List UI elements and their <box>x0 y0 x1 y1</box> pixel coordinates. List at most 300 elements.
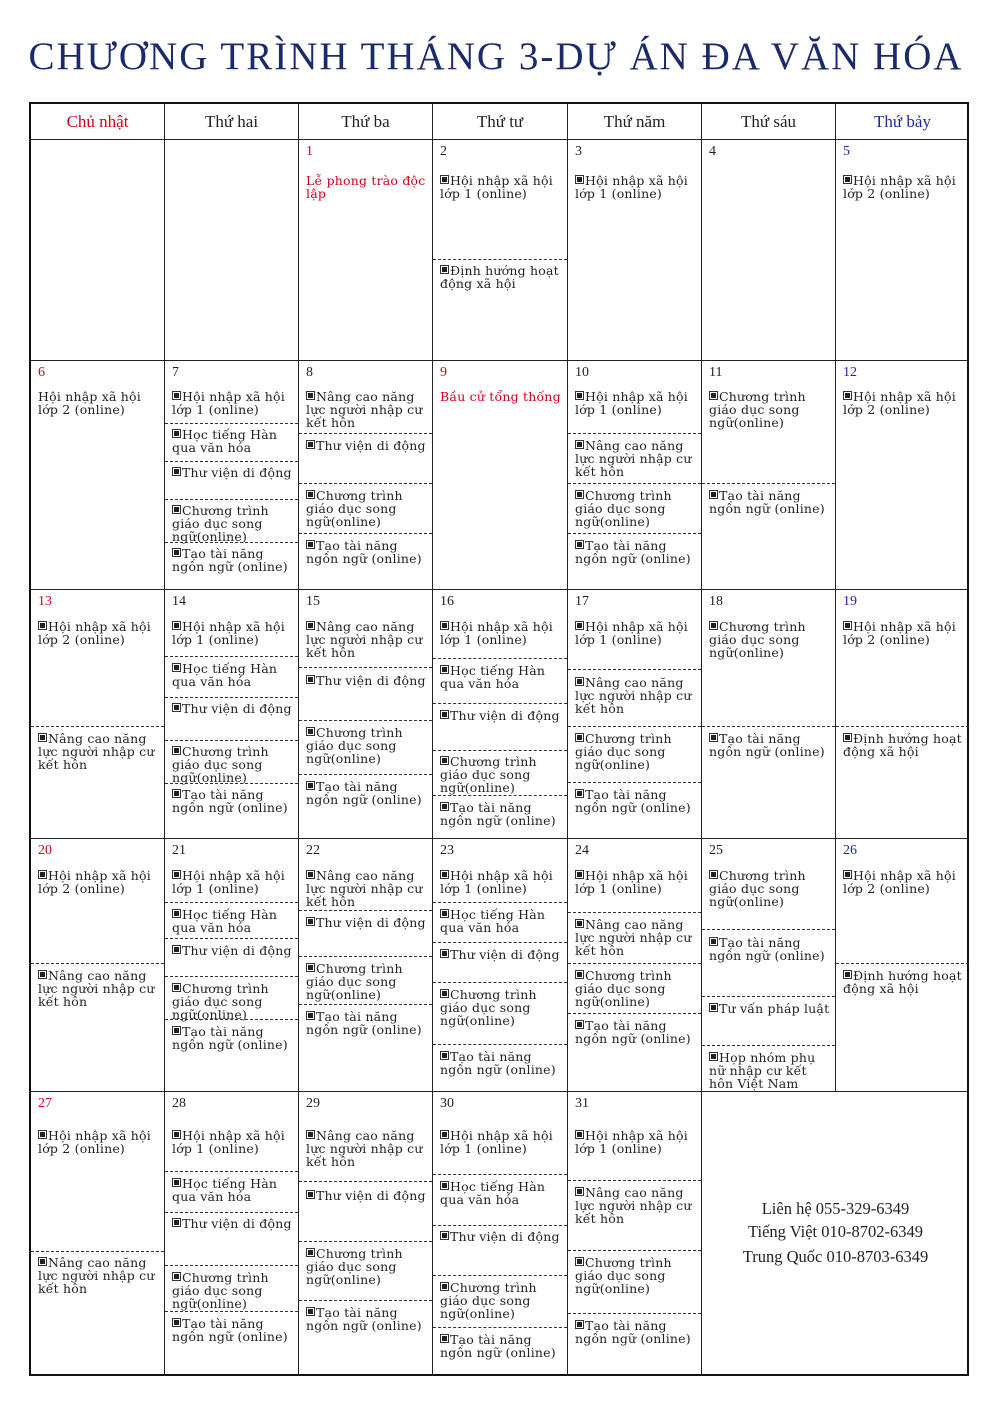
day-cell-27 <box>31 1092 165 1376</box>
day-cell-10 <box>568 361 702 590</box>
event-item <box>440 621 563 647</box>
checkbox-icon <box>306 391 315 400</box>
event-item <box>440 909 563 935</box>
event-item <box>440 1181 563 1207</box>
day-number: 21 <box>172 843 186 858</box>
event-label: Thư viện di động <box>450 708 560 723</box>
checkbox-icon <box>575 175 584 184</box>
event-label: Hội nhập xã hội lớp 1 (online) <box>440 619 553 647</box>
event-divider <box>299 533 432 534</box>
event-item <box>172 909 294 935</box>
checkbox-icon <box>709 391 718 400</box>
checkbox-icon <box>306 870 315 879</box>
event-item <box>575 970 697 1008</box>
day-number: 22 <box>306 843 320 858</box>
event-divider <box>568 1013 701 1014</box>
day-cell-15 <box>299 590 433 839</box>
day-cell-29 <box>299 1092 433 1376</box>
event-label: Chương trình giáo dục song ngữ(online) <box>709 619 806 660</box>
day-cell-12 <box>836 361 969 590</box>
event-divider <box>433 942 567 943</box>
event-divider <box>433 902 567 903</box>
checkbox-icon <box>172 945 181 954</box>
checkbox-icon <box>440 909 449 918</box>
event-item <box>306 175 428 201</box>
event-label: Học tiếng Hàn qua văn hóa <box>172 907 278 935</box>
event-item <box>440 265 563 291</box>
checkbox-icon <box>575 391 584 400</box>
event-item <box>440 1282 563 1320</box>
event-item <box>306 490 428 528</box>
event-label: Họp nhóm phụ nữ nhập cư kết hôn Việt Nam <box>709 1050 816 1091</box>
event-item <box>172 746 294 784</box>
event-item <box>172 703 294 716</box>
checkbox-icon <box>440 265 449 274</box>
event-item <box>306 440 428 453</box>
event-label: Học tiếng Hàn qua văn hóa <box>440 1179 546 1207</box>
checkbox-icon <box>440 1181 449 1190</box>
event-item <box>172 1218 294 1231</box>
event-label: Nâng cao năng lực người nhập cư kết hôn <box>306 1128 423 1169</box>
event-divider <box>433 658 567 659</box>
checkbox-icon <box>440 175 449 184</box>
checkbox-icon <box>440 1130 449 1139</box>
event-item <box>172 789 294 815</box>
checkbox-icon <box>440 1231 449 1240</box>
checkbox-icon <box>709 1003 718 1012</box>
day-cell-2 <box>433 140 568 361</box>
checkbox-icon <box>38 733 47 742</box>
event-divider <box>568 1180 701 1181</box>
event-item <box>172 1272 294 1310</box>
event-item <box>172 621 294 647</box>
checkbox-icon <box>440 756 449 765</box>
event-label: Hội nhập xã hội lớp 2 (online) <box>38 1128 151 1156</box>
day-cell-23 <box>433 839 568 1092</box>
event-label: Tạo tài năng ngôn ngữ (online) <box>172 1024 288 1052</box>
event-label: Thư viện di động <box>182 1216 292 1231</box>
checkbox-icon <box>306 1130 315 1139</box>
event-label: Tạo tài năng ngôn ngữ (online) <box>440 800 556 828</box>
checkbox-icon <box>575 1320 584 1329</box>
checkbox-icon <box>172 870 181 879</box>
event-item <box>306 781 428 807</box>
event-divider <box>702 1045 835 1046</box>
day-number: 24 <box>575 843 589 858</box>
event-divider <box>165 1265 298 1266</box>
event-item <box>306 675 428 688</box>
event-label: Nâng cao năng lực người nhập cư kết hôn <box>38 968 155 1009</box>
event-item <box>575 1320 697 1346</box>
checkbox-icon <box>306 781 315 790</box>
checkbox-icon <box>38 1130 47 1139</box>
checkbox-icon <box>306 1190 315 1199</box>
event-item <box>575 1187 697 1225</box>
checkbox-icon <box>440 621 449 630</box>
weekday-header-thu-sau: Thứ sáu <box>702 104 836 140</box>
checkbox-icon <box>172 909 181 918</box>
event-label: Tạo tài năng ngôn ngữ (online) <box>575 1318 691 1346</box>
checkbox-icon <box>575 677 584 686</box>
day-number: 9 <box>440 365 447 380</box>
event-divider <box>433 1174 567 1175</box>
event-divider <box>299 774 432 775</box>
event-divider <box>836 726 969 727</box>
event-label: Hội nhập xã hội lớp 2 (online) <box>38 619 151 647</box>
event-divider <box>836 963 969 964</box>
event-divider <box>299 910 432 911</box>
event-item <box>172 1318 294 1344</box>
checkbox-icon <box>306 540 315 549</box>
event-label: Chương trình giáo dục song ngữ(online) <box>575 1255 672 1296</box>
event-label: Chương trình giáo dục song ngữ(online) <box>440 1280 537 1321</box>
checkbox-icon <box>575 1130 584 1139</box>
event-item <box>38 1130 160 1156</box>
event-label: Học tiếng Hàn qua văn hóa <box>440 663 546 691</box>
event-label: Nâng cao năng lực người nhập cư kết hôn <box>575 1185 692 1226</box>
checkbox-icon <box>575 919 584 928</box>
checkbox-icon <box>440 1051 449 1060</box>
event-label: Chương trình giáo dục song ngữ(online) <box>709 389 806 430</box>
event-item <box>306 1130 428 1168</box>
day-cell-22 <box>299 839 433 1092</box>
event-item <box>306 391 428 429</box>
checkbox-icon <box>440 1282 449 1291</box>
event-item <box>709 937 831 963</box>
event-item <box>575 1020 697 1046</box>
event-item <box>440 710 563 723</box>
event-label: Nâng cao năng lực người nhập cư kết hôn <box>306 389 423 430</box>
checkbox-icon <box>172 429 181 438</box>
event-label: Tạo tài năng ngôn ngữ (online) <box>306 779 422 807</box>
day-number: 15 <box>306 594 320 609</box>
weekday-header-thu-nam: Thứ năm <box>568 104 702 140</box>
event-label: Định hướng hoạt động xã hội <box>843 731 962 759</box>
checkbox-icon <box>38 970 47 979</box>
event-divider <box>568 433 701 434</box>
day-cell-25 <box>702 839 836 1092</box>
event-label: Hội nhập xã hội lớp 2 (online) <box>843 868 956 896</box>
checkbox-icon <box>440 802 449 811</box>
event-divider <box>165 1212 298 1213</box>
checkbox-icon <box>306 1011 315 1020</box>
event-label: Tạo tài năng ngôn ngữ (online) <box>172 1316 288 1344</box>
event-divider <box>165 1171 298 1172</box>
event-label: Nâng cao năng lực người nhập cư kết hôn <box>38 731 155 772</box>
event-label: Tạo tài năng ngôn ngữ (online) <box>575 538 691 566</box>
event-item <box>172 429 294 455</box>
event-divider <box>165 499 298 500</box>
event-divider <box>165 461 298 462</box>
contact-line: Liên hệ 055-329-6349 <box>761 1199 910 1218</box>
event-label: Tạo tài năng ngôn ngữ (online) <box>306 1305 422 1333</box>
event-label: Hội nhập xã hội lớp 1 (online) <box>172 1128 285 1156</box>
checkbox-icon <box>709 490 718 499</box>
event-item <box>38 970 160 1008</box>
event-label: Tư vấn pháp luật <box>719 1001 830 1016</box>
day-number: 17 <box>575 594 589 609</box>
checkbox-icon <box>172 621 181 630</box>
checkbox-icon <box>440 665 449 674</box>
checkbox-icon <box>306 1307 315 1316</box>
event-item <box>306 870 428 908</box>
event-divider <box>299 433 432 434</box>
event-divider <box>165 740 298 741</box>
checkbox-icon <box>440 949 449 958</box>
event-item <box>306 1248 428 1286</box>
day-number: 23 <box>440 843 454 858</box>
day-cell-5 <box>836 140 969 361</box>
day-cell-3 <box>568 140 702 361</box>
event-label: Định hướng hoạt động xã hội <box>843 968 962 996</box>
day-number: 4 <box>709 144 716 159</box>
day-cell-30 <box>433 1092 568 1376</box>
day-number: 13 <box>38 594 52 609</box>
event-item <box>575 175 697 201</box>
checkbox-icon <box>172 1130 181 1139</box>
event-divider <box>568 483 701 484</box>
event-item <box>440 1231 563 1244</box>
event-divider <box>299 956 432 957</box>
event-item <box>575 391 697 417</box>
event-label: Học tiếng Hàn qua văn hóa <box>172 1176 278 1204</box>
event-divider <box>433 1327 567 1328</box>
event-divider <box>433 982 567 983</box>
event-divider <box>433 1225 567 1226</box>
checkbox-icon <box>306 621 315 630</box>
checkbox-icon <box>575 621 584 630</box>
day-cell-18 <box>702 590 836 839</box>
event-label: Hội nhập xã hội lớp 1 (online) <box>440 1128 553 1156</box>
event-label: Hội nhập xã hội lớp 1 (online) <box>172 389 285 417</box>
checkbox-icon <box>38 621 47 630</box>
event-label: Hội nhập xã hội lớp 1 (online) <box>575 868 688 896</box>
event-item <box>172 1178 294 1204</box>
event-divider <box>702 726 835 727</box>
event-item <box>440 870 563 896</box>
event-label: Nâng cao năng lực người nhập cư kết hôn <box>575 675 692 716</box>
event-item <box>843 870 965 896</box>
event-item <box>575 870 697 896</box>
checkbox-icon <box>843 870 852 879</box>
event-divider <box>568 533 701 534</box>
day-cell-6 <box>31 361 165 590</box>
day-cell-21 <box>165 839 299 1092</box>
event-label: Nâng cao năng lực người nhập cư kết hôn <box>306 619 423 660</box>
event-label: Chương trình giáo dục song ngữ(online) <box>440 987 537 1028</box>
day-cell-8 <box>299 361 433 590</box>
checkbox-icon <box>172 1272 181 1281</box>
event-item <box>575 540 697 566</box>
event-item <box>575 677 697 715</box>
event-divider <box>433 703 567 704</box>
event-item <box>440 802 563 828</box>
event-label: Học tiếng Hàn qua văn hóa <box>172 427 278 455</box>
checkbox-icon <box>172 746 181 755</box>
event-divider <box>31 1251 164 1252</box>
event-item <box>843 175 965 201</box>
checkbox-icon <box>709 937 718 946</box>
event-item <box>38 621 160 647</box>
event-divider <box>568 669 701 670</box>
event-label: Tạo tài năng ngôn ngữ (online) <box>172 787 288 815</box>
checkbox-icon <box>440 710 449 719</box>
event-item <box>440 1130 563 1156</box>
day-cell-7 <box>165 361 299 590</box>
event-item <box>440 391 563 404</box>
day-cell-31 <box>568 1092 702 1376</box>
event-label: Hội nhập xã hội lớp 1 (online) <box>575 619 688 647</box>
checkbox-icon <box>306 675 315 684</box>
event-item <box>575 733 697 771</box>
event-item <box>306 963 428 1001</box>
event-label: Chương trình giáo dục song ngữ(online) <box>440 754 537 795</box>
event-item <box>38 733 160 771</box>
event-item <box>172 945 294 958</box>
event-item <box>172 548 294 574</box>
event-label: Nâng cao năng lực người nhập cư kết hôn <box>575 438 692 479</box>
day-number: 14 <box>172 594 186 609</box>
event-divider <box>31 963 164 964</box>
day-cell-empty <box>31 140 165 361</box>
event-label: Tạo tài năng ngôn ngữ (online) <box>440 1049 556 1077</box>
day-number: 18 <box>709 594 723 609</box>
event-label: Tạo tài năng ngôn ngữ (online) <box>709 935 825 963</box>
checkbox-icon <box>306 490 315 499</box>
event-label: Thư viện di động <box>316 438 426 453</box>
event-label: Hội nhập xã hội lớp 2 (online) <box>843 389 956 417</box>
event-label: Thư viện di động <box>316 673 426 688</box>
event-label: Học tiếng Hàn qua văn hóa <box>172 661 278 689</box>
day-cell-24 <box>568 839 702 1092</box>
day-number: 19 <box>843 594 857 609</box>
day-cell-empty <box>165 140 299 361</box>
day-cell-11 <box>702 361 836 590</box>
checkbox-icon <box>440 989 449 998</box>
checkbox-icon <box>172 548 181 557</box>
event-label: Chương trình giáo dục song ngữ(online) <box>172 744 269 785</box>
event-item <box>440 989 563 1027</box>
event-item <box>440 665 563 691</box>
event-label: Tạo tài năng ngôn ngữ (online) <box>709 731 825 759</box>
event-label: Thư viện di động <box>182 465 292 480</box>
checkbox-icon <box>172 1178 181 1187</box>
weekday-header-thu-ba: Thứ ba <box>299 104 433 140</box>
event-divider <box>299 720 432 721</box>
weekday-header-chu-nhat: Chủ nhật <box>31 104 165 140</box>
event-label: Chương trình giáo dục song ngữ(online) <box>709 868 806 909</box>
checkbox-icon <box>843 175 852 184</box>
day-number: 1 <box>306 144 313 159</box>
page-title: CHƯƠNG TRÌNH THÁNG 3-DỰ ÁN ĐA VĂN HÓA <box>28 35 964 78</box>
event-item <box>172 1026 294 1052</box>
day-cell-20 <box>31 839 165 1092</box>
event-label: Lễ phong trào độc lập <box>306 173 426 201</box>
event-label: Tạo tài năng ngôn ngữ (online) <box>440 1332 556 1360</box>
event-label: Thư viện di động <box>182 701 292 716</box>
checkbox-icon <box>843 970 852 979</box>
event-item <box>709 621 831 659</box>
event-item <box>575 919 697 957</box>
event-divider <box>299 1181 432 1182</box>
event-item <box>709 391 831 429</box>
event-item <box>172 505 294 543</box>
checkbox-icon <box>172 789 181 798</box>
event-item <box>843 733 965 759</box>
event-item <box>306 1190 428 1203</box>
weekday-header-thu-hai: Thứ hai <box>165 104 299 140</box>
day-number: 27 <box>38 1096 52 1111</box>
event-item <box>709 1052 831 1090</box>
day-number: 31 <box>575 1096 589 1111</box>
checkbox-icon <box>440 870 449 879</box>
event-label: Bầu cử tổng thống <box>440 389 561 404</box>
event-item <box>575 440 697 478</box>
event-divider <box>568 726 701 727</box>
day-cell-17 <box>568 590 702 839</box>
day-cell-14 <box>165 590 299 839</box>
event-divider <box>299 1300 432 1301</box>
event-item <box>843 391 965 417</box>
day-number: 29 <box>306 1096 320 1111</box>
event-label: Chương trình giáo dục song ngữ(online) <box>575 731 672 772</box>
event-item <box>575 490 697 528</box>
day-cell-19 <box>836 590 969 839</box>
event-item <box>172 870 294 896</box>
event-item <box>172 1130 294 1156</box>
contact-line: Trung Quốc 010-8703-6349 <box>742 1247 929 1266</box>
event-divider <box>568 1313 701 1314</box>
event-item <box>172 467 294 480</box>
event-divider <box>299 667 432 668</box>
event-label: Nâng cao năng lực người nhập cư kết hôn <box>38 1255 155 1296</box>
event-label: Tạo tài năng ngôn ngữ (online) <box>575 1018 691 1046</box>
day-number: 6 <box>38 365 45 380</box>
checkbox-icon <box>172 1026 181 1035</box>
checkbox-icon <box>575 733 584 742</box>
checkbox-icon <box>575 440 584 449</box>
event-label: Chương trình giáo dục song ngữ(online) <box>306 1246 403 1287</box>
event-label: Hội nhập xã hội lớp 1 (online) <box>172 619 285 647</box>
day-number: 2 <box>440 144 447 159</box>
event-label: Chương trình giáo dục song ngữ(online) <box>172 1270 269 1311</box>
checkbox-icon <box>575 490 584 499</box>
event-divider <box>299 483 432 484</box>
checkbox-icon <box>306 917 315 926</box>
event-item <box>575 1130 697 1156</box>
day-number: 11 <box>709 365 723 380</box>
day-number: 3 <box>575 144 582 159</box>
checkbox-icon <box>709 870 718 879</box>
event-divider <box>433 259 567 260</box>
day-cell-16 <box>433 590 568 839</box>
day-number: 26 <box>843 843 857 858</box>
day-cell-26 <box>836 839 969 1092</box>
event-label: Tạo tài năng ngôn ngữ (online) <box>306 538 422 566</box>
event-divider <box>433 1275 567 1276</box>
weekday-header-thu-bay: Thứ bảy <box>836 104 969 140</box>
checkbox-icon <box>306 440 315 449</box>
event-label: Thư viện di động <box>450 947 560 962</box>
event-divider <box>702 929 835 930</box>
event-item <box>843 621 965 647</box>
event-item <box>709 733 831 759</box>
event-label: Thư viện di động <box>182 943 292 958</box>
checkbox-icon <box>306 1248 315 1257</box>
event-divider <box>568 963 701 964</box>
event-item <box>843 970 965 996</box>
event-label: Hội nhập xã hội lớp 2 (online) <box>843 173 956 201</box>
